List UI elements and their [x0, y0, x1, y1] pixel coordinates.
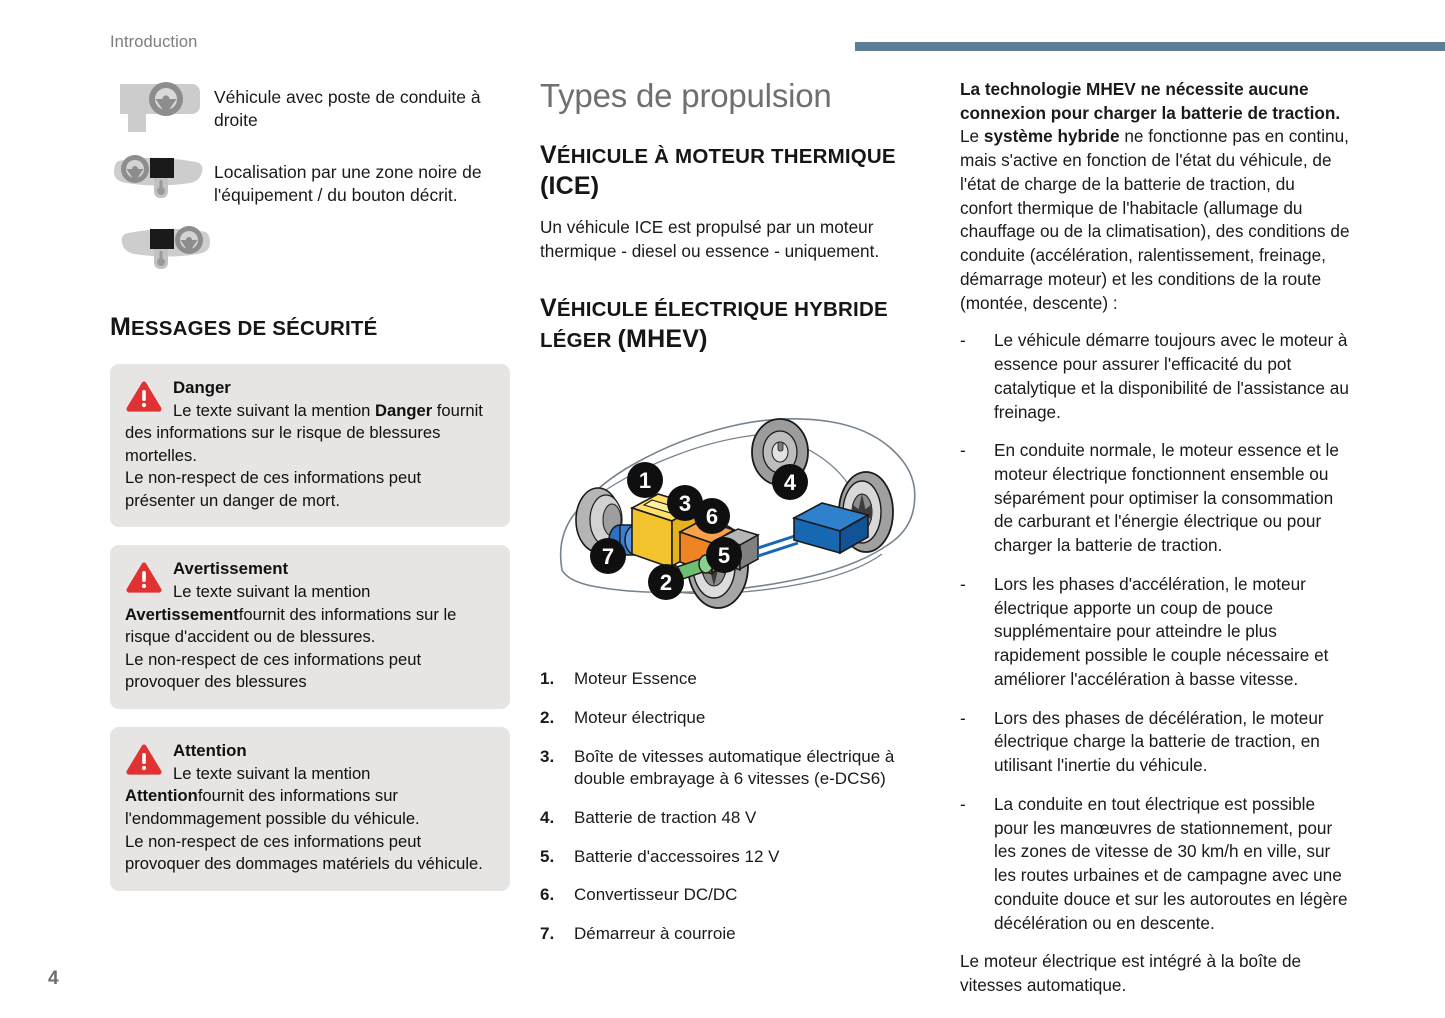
heading-rest: ÉHICULE À MOTEUR THERMIQUE — [556, 145, 896, 169]
svg-text:4: 4 — [783, 470, 797, 496]
list-item-label: Démarreur à courroie — [574, 923, 736, 943]
list-item-label: Convertisseur DC/DC — [574, 885, 738, 905]
warning-triangle-icon — [125, 742, 169, 783]
list-item-number: 4. — [540, 807, 555, 827]
list-item — [960, 573, 1350, 692]
list-item-label: Moteur Essence — [574, 669, 697, 689]
callout-title: Danger — [173, 377, 231, 397]
heading-tail: (ICE) — [540, 171, 600, 200]
callout-title: Avertissement — [173, 559, 289, 579]
svg-text:6: 6 — [705, 504, 719, 530]
callout-attention — [110, 727, 510, 891]
closing-paragraph: Le moteur électrique est intégré à la boîte de vitesses automatique. — [960, 951, 1302, 995]
svg-text:2: 2 — [659, 570, 673, 596]
list-item-number: 6. — [540, 885, 555, 905]
callout-badge-4 — [772, 464, 808, 500]
running-head: Introduction — [110, 33, 198, 51]
left-column — [110, 78, 510, 909]
heading-initial: V — [540, 141, 557, 170]
list-item — [540, 923, 922, 946]
svg-text:5: 5 — [717, 543, 731, 569]
callout-badge-5 — [706, 537, 742, 573]
list-item — [960, 439, 1350, 558]
callout-body-bold: Danger — [375, 400, 433, 420]
list-item — [960, 707, 1350, 778]
heading-initial: V — [540, 294, 557, 323]
callout-body-seg: Le texte suivant la mention — [173, 763, 371, 783]
dash-marker: - — [960, 440, 966, 461]
callout-title: Attention — [173, 741, 247, 760]
callout-body-seg: Le non-respect de ces informations peut provoquer des dommages matériels du véhicule. — [125, 831, 483, 874]
header-accent-band — [855, 42, 1445, 51]
legend-label: Véhicule avec poste de conduite à droite — [214, 87, 481, 131]
legend-row — [110, 153, 510, 207]
dashboard-black-zone-location-mirrored-icon — [110, 224, 214, 278]
list-item-number: 2. — [540, 708, 555, 728]
list-item-label: Batterie de traction 48 V — [574, 807, 757, 827]
callout-body-seg: fournit des informations sur le risque d'accident ou de blessures. — [125, 604, 457, 647]
svg-text:7: 7 — [601, 544, 615, 570]
list-item-number: 1. — [540, 669, 555, 689]
right-column — [960, 78, 1350, 998]
dash-marker: - — [960, 707, 966, 728]
page-number: 4 — [48, 968, 59, 989]
powertrain-component-list — [540, 668, 922, 945]
paragraph-ice: Un véhicule ICE est propulsé par un moteur thermique - diesel ou essence - uniquement. — [540, 217, 880, 262]
dash-marker: - — [960, 330, 966, 351]
list-item-label: Le véhicule démarre toujours avec le moteur à essence pour assurer l'efficacité du pot catalytique et la disponibilité de l'assistance au freinage. — [994, 330, 1349, 422]
list-item-label: Moteur électrique — [574, 708, 706, 728]
list-item-number: 5. — [540, 846, 555, 866]
dashboard-black-zone-location-icon — [110, 153, 214, 207]
middle-column — [540, 78, 922, 961]
callout-body — [125, 764, 483, 873]
list-item-label: Lors les phases d'accélération, le moteur électrique apporte un coup de pouce supplémentaire pour atteindre le plus rapidement possible le couple nécessaire et améliorer l'accélération à basse vitesse. — [994, 573, 1329, 689]
warning-triangle-icon — [125, 560, 169, 601]
callout-body-seg: Le non-respect de ces informations peut provoquer des blessures — [125, 649, 422, 692]
callout-body-seg: Le non-respect de ces informations peut présenter un danger de mort. — [125, 468, 422, 510]
list-item — [960, 329, 1350, 424]
mhev-powertrain-cutaway-diagram — [540, 370, 922, 642]
intro-seg: ne fonctionne pas en continu, mais s'active en fonction de l'état du véhicule, de l'état de charge de la batterie de traction, du confort thermique de l'habitacle (allumage du chauffage ou de la climatisation), des conditions de conduite (accélération, ralentissement, freinage, démarrage moteur) et les conditions de la route (montée, descente) : — [960, 126, 1350, 313]
page-title: Types de propulsion — [540, 77, 832, 114]
list-item-number: 3. — [540, 746, 555, 766]
svg-text:3: 3 — [678, 491, 692, 517]
legend-row — [110, 78, 510, 136]
callout-body — [125, 401, 483, 510]
callout-body-seg: Le texte suivant la mention — [173, 400, 376, 420]
hybrid-behaviour-list — [960, 329, 1350, 935]
list-item — [540, 807, 922, 830]
list-item-label: La conduite en tout électrique est possible pour les manœuvres de stationnement, pour les zones de vitesse de 30 km/h en ville, sur les routes urbaines et de campagne avec une conduite douce et sur les autoroutes en légère décélération ou en descente. — [994, 793, 1348, 933]
callout-danger — [110, 364, 510, 528]
callout-avertissement — [110, 545, 510, 709]
list-item — [540, 846, 922, 869]
list-item-label: Batterie d'accessoires 12 V — [574, 846, 780, 866]
callout-body-seg: fournit des informations sur l'endommagement possible du véhicule. — [125, 786, 420, 828]
callout-badge-6 — [694, 498, 730, 534]
list-item — [960, 793, 1350, 935]
heading-vehicule-mhev — [540, 293, 922, 354]
callout-body-seg: Le texte suivant la mention — [173, 582, 371, 602]
list-item-number: 7. — [540, 923, 555, 943]
list-item — [540, 707, 922, 730]
warning-triangle-icon — [125, 379, 169, 420]
safety-messages-heading — [110, 312, 510, 343]
mhev-description-paragraph — [960, 78, 1350, 315]
heading-tail: (MHEV) — [617, 324, 708, 353]
dash-marker: - — [960, 573, 966, 594]
list-item-label: En conduite normale, le moteur essence et le moteur électrique fonctionnent ensemble ou séparément pour optimiser la consommation de carburant et l'énergie électrique ou pour charger la batterie de traction. — [994, 440, 1339, 556]
callout-body-seg: fournit des informations sur le risque de blessures mortelles. — [125, 400, 483, 465]
dash-marker: - — [960, 793, 966, 814]
callout-body-bold: Attention — [125, 786, 198, 806]
callout-body — [125, 582, 456, 691]
lead-bold-sentence: La technologie MHEV ne nécessite aucune connexion pour charger la batterie de traction. — [960, 79, 1341, 123]
heading-vehicule-ice — [540, 140, 922, 201]
list-item-label: Boîte de vitesses automatique électrique à double embrayage à 6 vitesses (e-DCS6) — [574, 746, 895, 789]
callout-body-bold: Avertissement — [125, 604, 239, 624]
right-hand-drive-steering-wheel-icon — [110, 78, 214, 136]
list-item — [540, 668, 922, 691]
callout-badge-7 — [590, 538, 626, 574]
list-item-label: Lors des phases de décélération, le moteur électrique charge la batterie de traction, en utilisant l'inertie du véhicule. — [994, 707, 1324, 776]
callout-badge-2 — [648, 564, 684, 600]
heading-rest: ESSAGES DE SÉCURITÉ — [131, 317, 378, 341]
callout-badge-1 — [627, 462, 663, 498]
heading-rest: ÉHICULE ÉLECTRIQUE HYBRIDE LÉGER — [540, 298, 888, 352]
intro-seg: Le — [960, 126, 984, 147]
list-item — [540, 746, 922, 791]
list-item — [540, 884, 922, 907]
svg-text:1: 1 — [638, 468, 652, 494]
intro-bold: système hybride — [983, 126, 1120, 147]
legend-label: Localisation par une zone noire de l'équipement / du bouton décrit. — [214, 162, 482, 206]
legend-row — [110, 224, 510, 278]
heading-initial: M — [110, 313, 132, 342]
